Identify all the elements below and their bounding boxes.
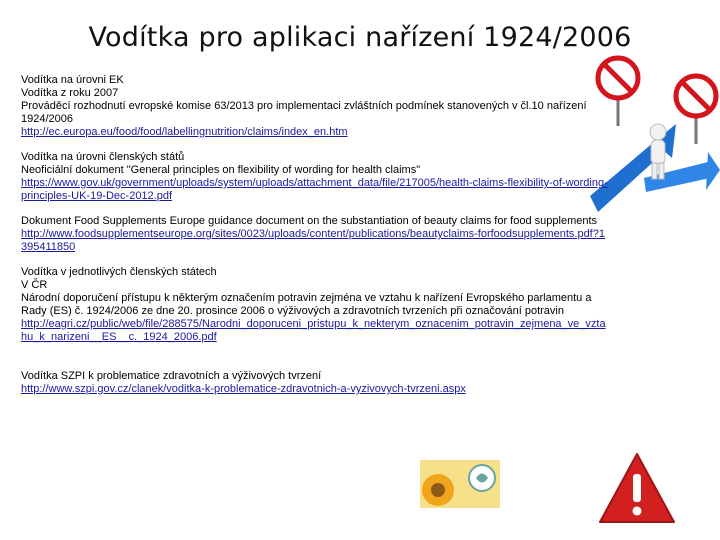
section-line: V ČR (21, 279, 48, 291)
prohibition-sign-icon (676, 76, 716, 144)
ec-claims-link[interactable]: http://ec.europa.eu/food/food/labellingnutrition/claims/index_en.htm (21, 126, 348, 138)
section-ek (21, 74, 611, 139)
section-heading: Vodítka na úrovni členských států (21, 151, 185, 163)
gov-uk-link[interactable]: https://www.gov.uk/government/uploads/system/uploads/attachment_data/file/217005/health-claims-flexibility-of-wording-principles-UK-19-Dec-2012.pdf (21, 177, 608, 202)
szpi-link[interactable]: http://www.szpi.gov.cz/clanek/voditka-k-problematice-zdravotnich-a-vyzivovych-tvrzeni.aspx (21, 383, 466, 395)
section-line: Vodítka z roku 2007 (21, 87, 119, 99)
person-figure-icon (650, 124, 666, 179)
slide-title: Vodítka pro aplikaci nařízení 1924/2006 (88, 22, 632, 53)
content-body (21, 74, 611, 408)
section-member-states (21, 151, 611, 203)
section-szpi (21, 370, 611, 396)
section-cz (21, 266, 611, 344)
section-heading: Vodítka SZPI k problematice zdravotních a výživových tvrzení (21, 370, 322, 382)
warning-icon (598, 450, 676, 528)
section-fse (21, 215, 611, 254)
section-line: Národní doporučení přístupu k některým označením potravin zejména ve vztahu k nařízení Evropského parlamentu a Rady (ES) č. 1924/2006 ze dne 20. prosince 2006 o výživových a zdravotních tvrzeních při označování potravin (21, 292, 592, 317)
section-line: Prováděcí rozhodnutí evropské komise 63/2013 pro implementaci zvláštních podmínek stanovených v čl.10 nařízení 1924/2006 (21, 100, 587, 125)
szpi-emblem-image (420, 460, 500, 508)
section-heading: Vodítka na úrovni EK (21, 74, 124, 86)
section-line: Dokument Food Supplements Europe guidance document on the substantiation of beauty claims for food supplements (21, 215, 598, 227)
section-heading: Vodítka v jednotlivých členských státech (21, 266, 217, 278)
eagri-link[interactable]: http://eagri.cz/public/web/file/288575/Narodni_doporuceni_pristupu_k_nekterym_oznacenim_potravin_zejmena_ve_vztahu_k_narizeni__ES__c._1924_2006.pdf (21, 318, 606, 343)
section-line: Neoficiální dokument "General principles on flexibility of wording for health claims" (21, 164, 421, 176)
fse-link[interactable]: http://www.foodsupplementseurope.org/sites/0023/uploads/content/publications/beautyclaims-forfoodsupplements.pdf?1395411850 (21, 228, 605, 253)
